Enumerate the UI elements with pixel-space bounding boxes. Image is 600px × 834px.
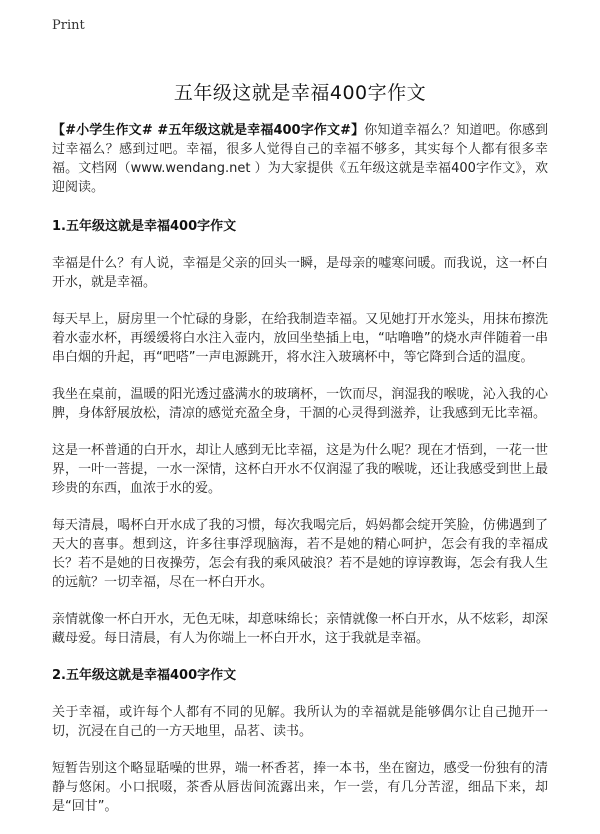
- paragraph: 幸福是什么？有人说，幸福是父亲的回头一瞬，是母亲的嘘寒问暖。而我说，这一杯白开水，就是幸福。: [52, 256, 548, 290]
- intro-tag: 【#小学生作文# #五年级这就是幸福400字作文#】: [52, 123, 365, 138]
- section-heading: 1.五年级这就是幸福400字作文: [52, 219, 237, 234]
- paragraph: 我坐在桌前，温暖的阳光透过盛满水的玻璃杯，一饮而尽，润湿我的喉咙，沁入我的心脾，身体舒展放松，清凉的感觉充盈全身，干涸的心灵得到滋养，让我感到无比幸福。: [52, 387, 548, 421]
- section-heading: 2.五年级这就是幸福400字作文: [52, 668, 237, 683]
- intro-paragraph: [52, 121, 548, 197]
- intro-text: 你知道幸福么？知道吧。你感到过幸福么？感到过吧。幸福，很多人觉得自己的幸福不够多，其实每个人都有很多幸福。文档网（www.wendang.net ）为大家提供《五年级这就是幸福400字作文》，欢迎阅读。: [52, 123, 548, 195]
- article-body: [52, 121, 548, 834]
- paragraph: 关于幸福，或许每个人都有不同的见解。我所认为的幸福就是能够偶尔让自己抛开一切，沉浸在自己的一方天地里，品茗、读书。: [52, 705, 548, 739]
- print-link[interactable]: Print: [52, 18, 85, 33]
- paragraph: 这是一杯普通的白开水，却让人感到无比幸福，这是为什么呢？现在才悟到，一花一世界，一叶一菩提，一水一深情，这杯白开水不仅润湿了我的喉咙，还让我感受到世上最珍贵的东西，血浓于水的爱。: [52, 443, 548, 496]
- paragraph: 每天早上，厨房里一个忙碌的身影，在给我制造幸福。又见她打开水笼头，用抹布擦洗着水壶水杯，再缓缓将白水注入壶内，放回坐垫插上电，“咕噜噜”的烧水声伴随着一串串白烟的升起，再“吧嗒”一声电源跳开，将水注入玻璃杯中，等它降到合适的温度。: [52, 312, 548, 365]
- page-title: 五年级这就是幸福400字作文: [173, 82, 427, 104]
- paragraph: 短暂告别这个略显聒噪的世界，端一杯香茗，捧一本书，坐在窗边，感受一份独有的清静与悠闲。小口抿啜，茶香从唇齿间流露出来，乍一尝，有几分苦涩，细品下来，却是“回甘”。: [52, 761, 548, 814]
- paragraph: 亲情就像一杯白开水，无色无味，却意味绵长；亲情就像一杯白开水，从不炫彩，却深藏母爱。每日清晨，有人为你端上一杯白开水，这于我就是幸福。: [52, 612, 548, 646]
- paragraph: 每天清晨，喝杯白开水成了我的习惯，每次我喝完后，妈妈都会绽开笑脸，仿佛遇到了天大的喜事。想到这，许多往事浮现脑海，若不是她的精心呵护，怎会有我的幸福成长？若不是她的日夜操劳，怎会有我的乘风破浪？若不是她的谆谆教诲，怎会有我人生的远航？一切幸福，尽在一杯白开水。: [52, 518, 548, 590]
